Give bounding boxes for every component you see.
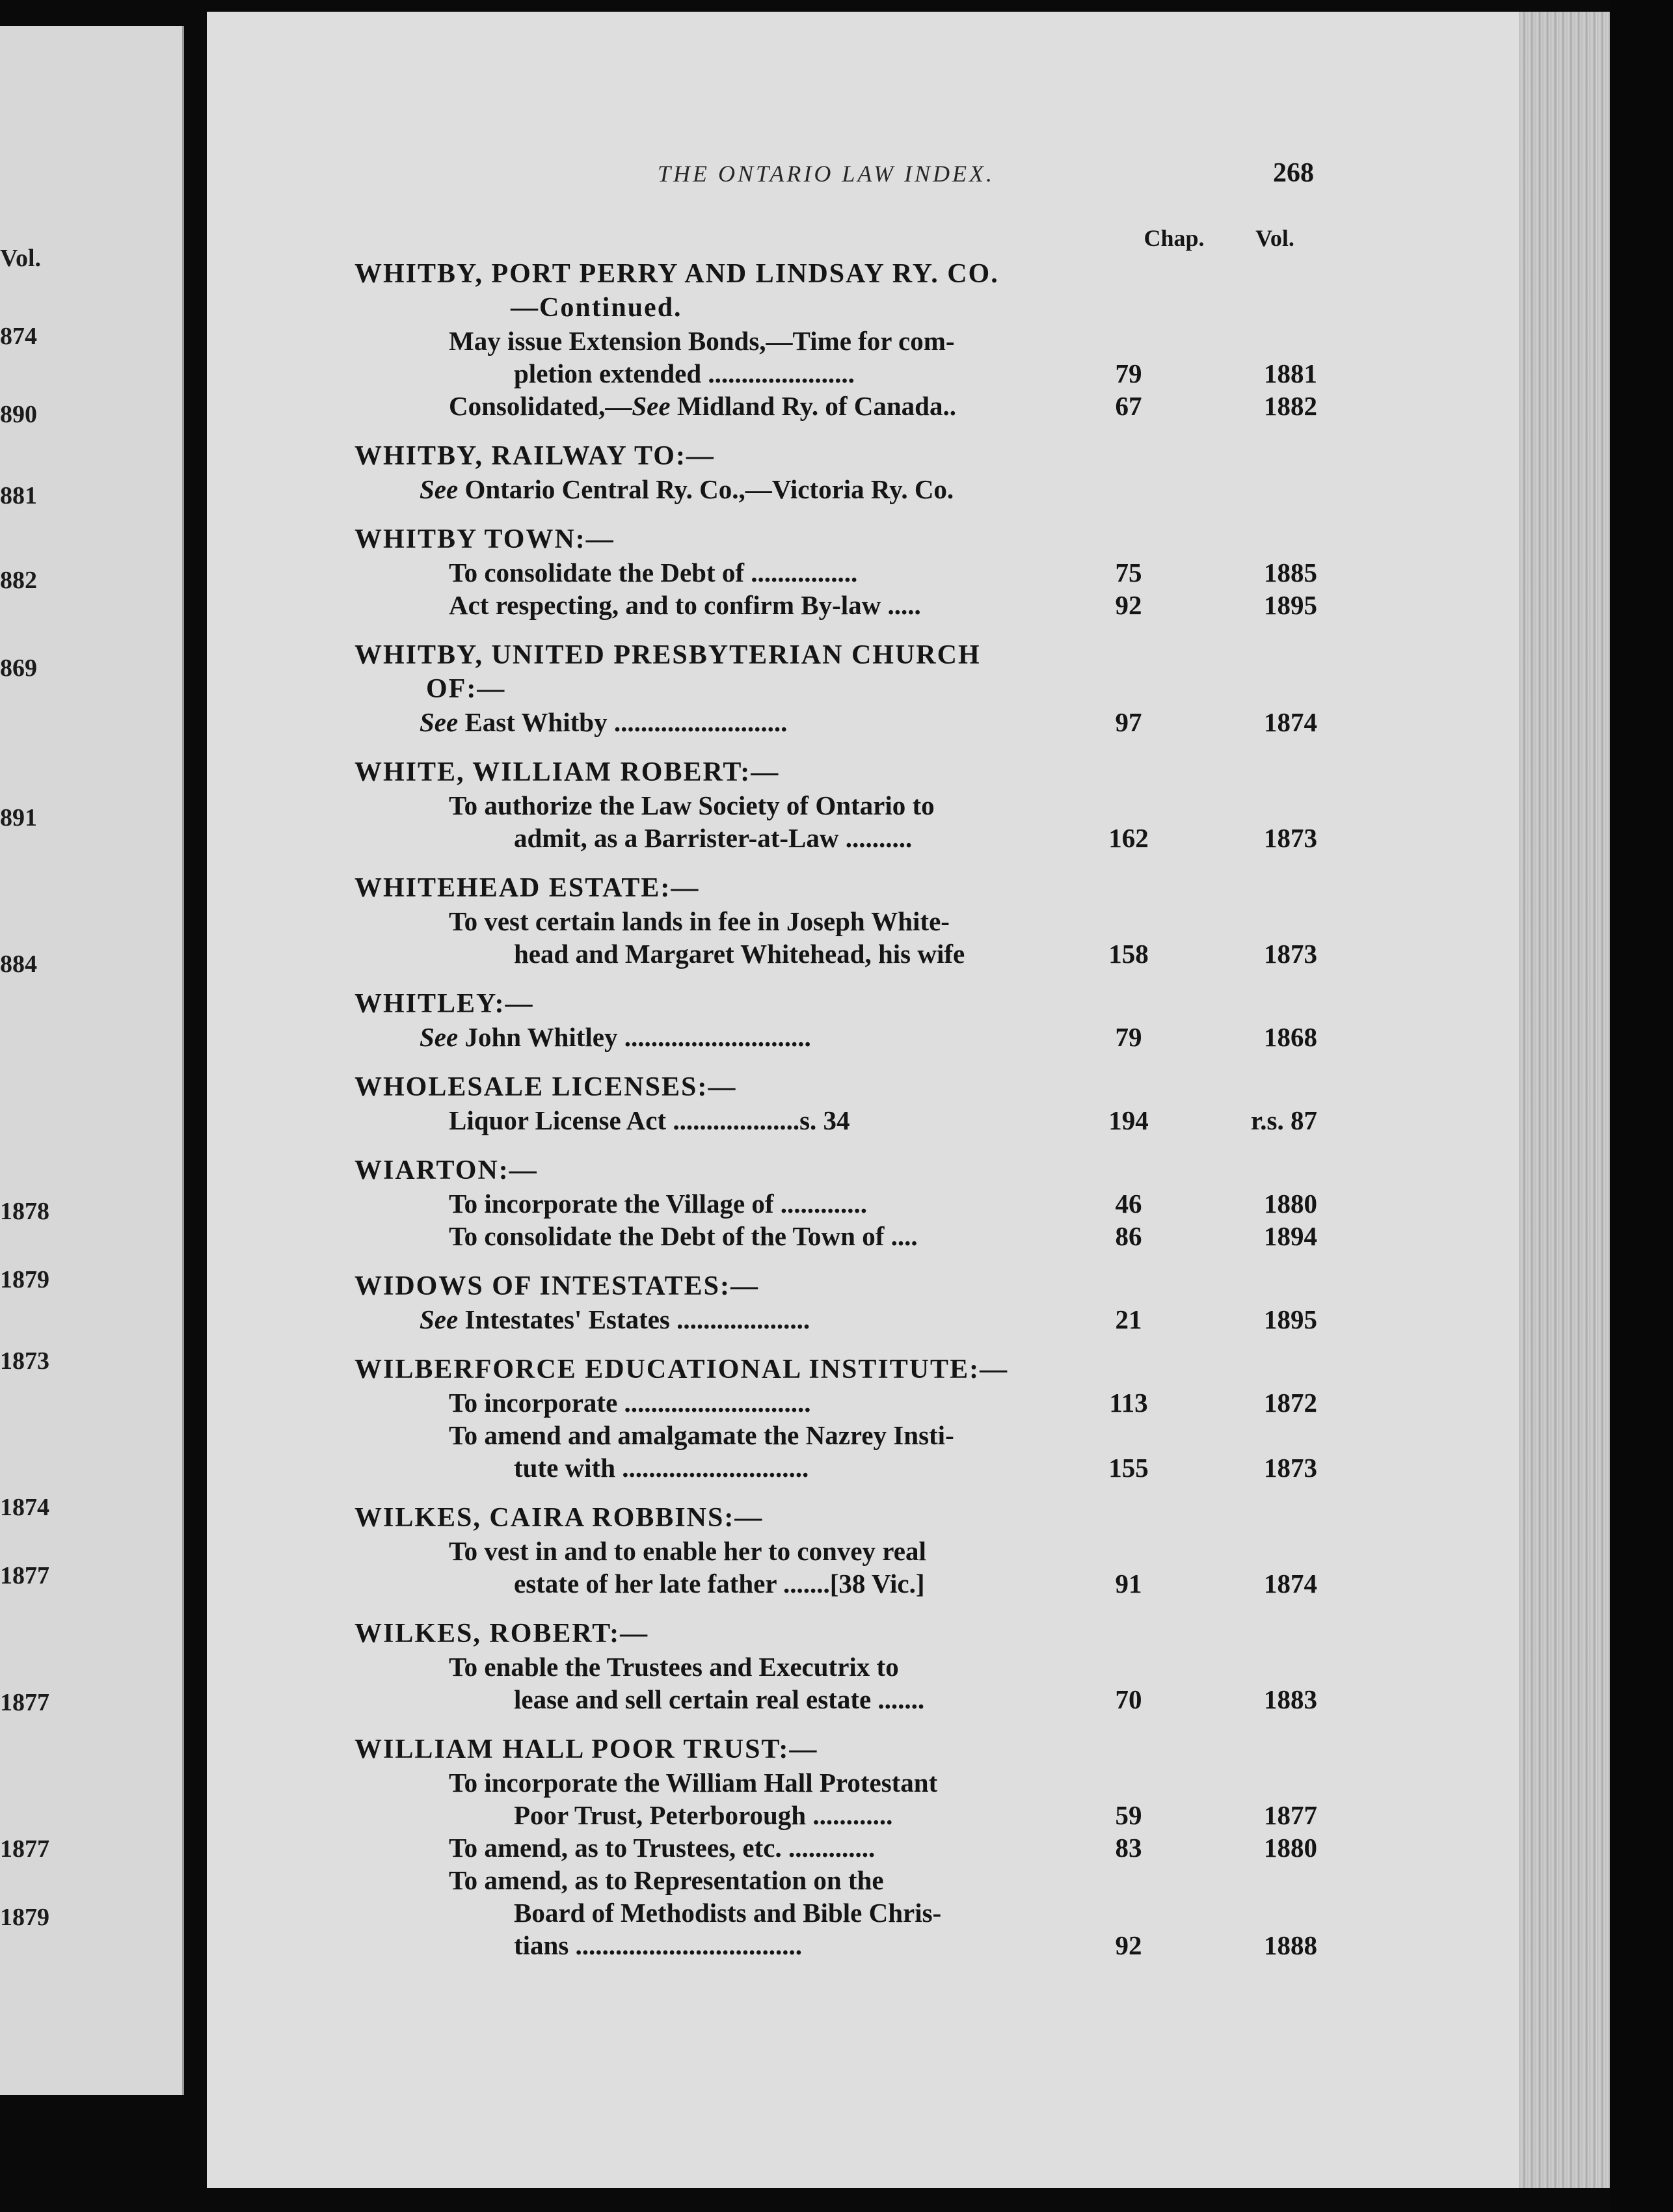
- row-chapter: 194: [1108, 1105, 1149, 1135]
- left-page-vol-fragment: 1879: [0, 1266, 49, 1293]
- row-volume: 1873: [1264, 823, 1317, 853]
- index-row: [355, 589, 1317, 621]
- row-volume: 1873: [1264, 939, 1317, 969]
- entry-heading: WILBERFORCE EDUCATIONAL INSTITUTE:—: [355, 1355, 1009, 1384]
- left-page-vol-fragment: 1874: [0, 1494, 49, 1521]
- entry-heading: WIARTON:—: [355, 1155, 538, 1185]
- row-volume: 1874: [1264, 1569, 1317, 1598]
- row-description: To amend, as to Trustees, etc. .............: [449, 1833, 876, 1863]
- row-volume: 1881: [1264, 358, 1317, 388]
- index-row: [355, 473, 1317, 506]
- index-entry: [355, 987, 1317, 1053]
- row-chapter: 83: [1115, 1833, 1142, 1863]
- running-title: THE ONTARIO LAW INDEX.: [658, 161, 995, 187]
- book-shadow: [1610, 0, 1673, 2212]
- entry-heading: WHITBY TOWN:—: [355, 524, 615, 554]
- row-chapter: 75: [1115, 558, 1142, 587]
- row-description: Liquor License Act ...................s. 34: [449, 1105, 850, 1135]
- column-header-vol: Vol.: [1255, 225, 1294, 251]
- entry-heading: WILKES, ROBERT:—: [355, 1619, 649, 1649]
- left-page-vol-fragment: 884: [0, 951, 37, 978]
- row-description: To consolidate the Debt of the Town of ....: [449, 1221, 918, 1251]
- index-entry: [355, 257, 1317, 422]
- index-row: [355, 706, 1317, 738]
- index-row: [355, 1220, 1317, 1252]
- index-row: [355, 390, 1317, 422]
- index-row: [355, 1187, 1317, 1220]
- row-description: To vest in and to enable her to convey real estate of her late father .......[38 Vic.]: [449, 1536, 926, 1598]
- left-page-vol-fragment: 882: [0, 567, 37, 594]
- row-volume: 1880: [1264, 1189, 1317, 1219]
- row-chapter: 70: [1115, 1684, 1142, 1714]
- row-description: To amend, as to Representation on the Board of Methodists and Bible Chris- tians ..................................: [449, 1865, 942, 1960]
- index-body: [355, 257, 1317, 1978]
- index-row: [355, 556, 1317, 589]
- left-page-vol-fragment: Vol.: [0, 245, 42, 272]
- entry-heading: WIDOWS OF INTESTATES:—: [355, 1271, 760, 1301]
- left-page-vol-fragment: 1878: [0, 1198, 49, 1225]
- index-entry: [355, 1617, 1317, 1716]
- row-volume: 1883: [1264, 1684, 1317, 1714]
- row-volume: 1895: [1264, 1304, 1317, 1334]
- row-volume: 1894: [1264, 1221, 1317, 1251]
- row-description: To incorporate the William Hall Protestant Poor Trust, Peterborough ............: [449, 1768, 938, 1830]
- row-description: See East Whitby ..........................: [420, 707, 788, 737]
- entry-heading: WHITBY, UNITED PRESBYTERIAN CHURCH OF:—: [355, 640, 981, 704]
- index-row: [355, 325, 1317, 390]
- row-chapter: 92: [1115, 1930, 1142, 1960]
- row-chapter: 67: [1115, 391, 1142, 421]
- index-row: [355, 1386, 1317, 1419]
- index-entry: [355, 1070, 1317, 1137]
- left-facing-page: [0, 26, 184, 2095]
- entry-heading: WHITE, WILLIAM ROBERT:—: [355, 757, 780, 787]
- index-row: [355, 1831, 1317, 1864]
- row-description: To vest certain lands in fee in Joseph White- head and Margaret Whitehead, his wife: [449, 906, 965, 969]
- page-number: 268: [1273, 158, 1314, 188]
- row-volume: 1880: [1264, 1833, 1317, 1863]
- entry-heading: WHITLEY:—: [355, 989, 534, 1019]
- index-row: [355, 1766, 1317, 1831]
- left-page-vol-fragment: 1877: [0, 1689, 49, 1716]
- row-description: Consolidated,—See Midland Ry. of Canada..: [449, 391, 956, 421]
- row-description: See Ontario Central Ry. Co.,—Victoria Ry. Co.: [420, 474, 954, 504]
- row-volume: 1872: [1264, 1388, 1317, 1418]
- index-entry: [355, 1733, 1317, 1962]
- row-volume: 1885: [1264, 558, 1317, 587]
- index-entry: [355, 638, 1317, 738]
- row-description: To incorporate ............................: [449, 1388, 811, 1418]
- index-entry: [355, 1501, 1317, 1600]
- row-chapter: 79: [1115, 358, 1142, 388]
- left-page-vol-fragment: 890: [0, 401, 37, 428]
- index-row: [355, 1651, 1317, 1716]
- row-chapter: 91: [1115, 1569, 1142, 1598]
- row-chapter: 46: [1115, 1189, 1142, 1219]
- row-volume: 1868: [1264, 1022, 1317, 1052]
- row-chapter: 97: [1115, 707, 1142, 737]
- row-description: To incorporate the Village of .............: [449, 1189, 868, 1219]
- index-entry: [355, 1153, 1317, 1252]
- index-entry: [355, 439, 1317, 506]
- row-chapter: 21: [1115, 1304, 1142, 1334]
- index-entry: [355, 871, 1317, 970]
- row-volume: r.s. 87: [1250, 1105, 1317, 1135]
- entry-heading: WHITEHEAD ESTATE:—: [355, 873, 700, 903]
- left-page-vol-fragment: 869: [0, 654, 37, 682]
- row-chapter: 113: [1109, 1388, 1148, 1418]
- index-entry: [355, 1353, 1317, 1484]
- left-page-vol-fragment: 891: [0, 804, 37, 831]
- index-entry: [355, 522, 1317, 621]
- left-page-vol-fragment: 1873: [0, 1347, 49, 1375]
- row-description: To amend and amalgamate the Nazrey Insti- tute with ............................: [449, 1420, 954, 1483]
- entry-heading: WHITBY, PORT PERRY AND LINDSAY RY. CO. —Continued.: [355, 259, 999, 323]
- row-description: To consolidate the Debt of ................: [449, 558, 858, 587]
- left-page-vol-fragment: 1877: [0, 1835, 49, 1863]
- row-description: May issue Extension Bonds,—Time for com- pletion extended ......................: [449, 326, 955, 388]
- row-chapter: 79: [1115, 1022, 1142, 1052]
- column-header-chap: Chap.: [1144, 225, 1205, 251]
- index-row: [355, 1104, 1317, 1137]
- index-entry: [355, 1269, 1317, 1336]
- row-description: Act respecting, and to confirm By-law .....: [449, 590, 921, 620]
- row-chapter: 86: [1115, 1221, 1142, 1251]
- index-row: [355, 789, 1317, 854]
- row-chapter: 59: [1115, 1800, 1142, 1830]
- index-row: [355, 1864, 1317, 1962]
- row-volume: 1895: [1264, 590, 1317, 620]
- row-chapter: 92: [1115, 590, 1142, 620]
- row-chapter: 155: [1108, 1453, 1149, 1483]
- index-row: [355, 1419, 1317, 1484]
- row-chapter: 158: [1108, 939, 1149, 969]
- row-description: To authorize the Law Society of Ontario to admit, as a Barrister-at-Law ..........: [449, 790, 935, 853]
- index-row: [355, 1303, 1317, 1336]
- row-description: See John Whitley ............................: [420, 1022, 811, 1052]
- left-page-vol-fragment: 874: [0, 323, 37, 350]
- row-volume: 1874: [1264, 707, 1317, 737]
- left-page-vol-fragment: 1879: [0, 1904, 49, 1931]
- entry-heading: WHOLESALE LICENSES:—: [355, 1072, 737, 1102]
- row-volume: 1873: [1264, 1453, 1317, 1483]
- entry-heading: WILKES, CAIRA ROBBINS:—: [355, 1503, 764, 1533]
- row-chapter: 162: [1108, 823, 1149, 853]
- index-row: [355, 1535, 1317, 1600]
- row-volume: 1877: [1264, 1800, 1317, 1830]
- index-entry: [355, 755, 1317, 854]
- page-edges: [1519, 12, 1610, 2188]
- entry-heading: WILLIAM HALL POOR TRUST:—: [355, 1734, 818, 1764]
- left-page-vol-fragment: 881: [0, 482, 37, 509]
- entry-heading: WHITBY, RAILWAY TO:—: [355, 441, 715, 471]
- index-row: [355, 1021, 1317, 1053]
- row-description: See Intestates' Estates ....................: [420, 1304, 810, 1334]
- index-row: [355, 905, 1317, 970]
- left-page-vol-fragment: 1877: [0, 1562, 49, 1589]
- row-volume: 1882: [1264, 391, 1317, 421]
- row-volume: 1888: [1264, 1930, 1317, 1960]
- row-description: To enable the Trustees and Executrix to lease and sell certain real estate .......: [449, 1652, 925, 1714]
